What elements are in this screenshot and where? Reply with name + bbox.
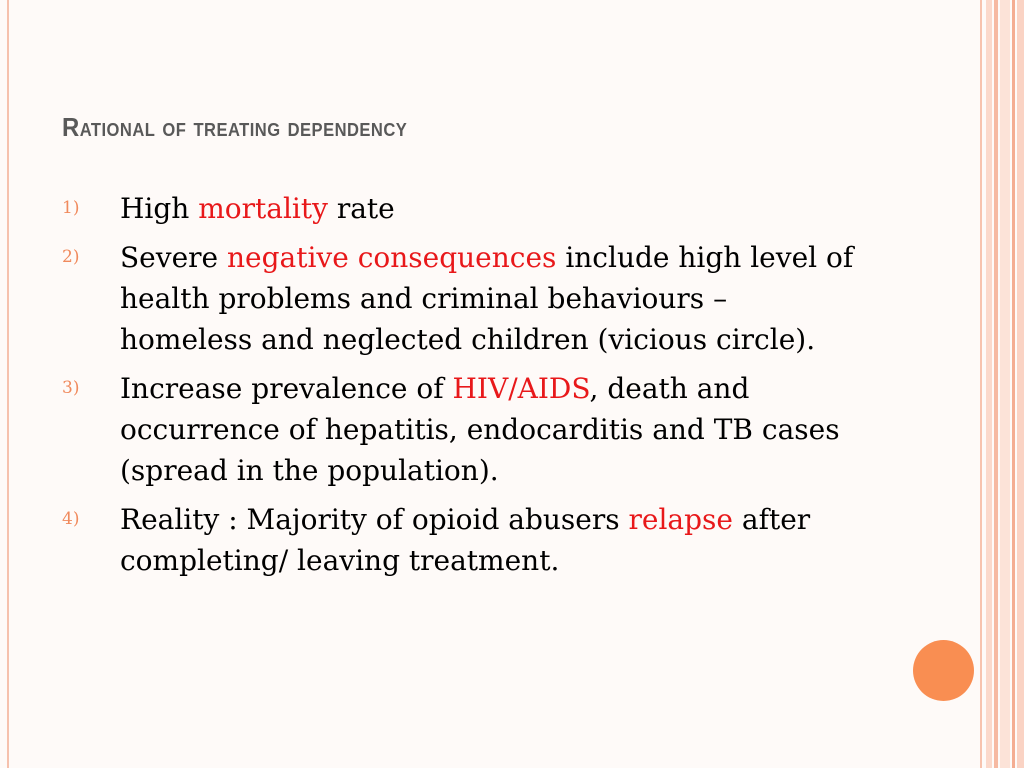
list-number: 2) — [62, 247, 80, 267]
list-item — [62, 188, 862, 229]
highlighted-term: mortality — [198, 192, 328, 225]
item-text: , death and occurrence of hepatitis, endocarditis and TB cases (spread in the population). — [120, 372, 840, 487]
list-item — [62, 499, 862, 581]
stripe — [986, 0, 992, 768]
list-item — [62, 368, 862, 491]
decorative-circle — [913, 640, 974, 701]
numbered-list — [62, 188, 862, 589]
stripe — [1000, 0, 1010, 768]
highlighted-term: negative consequences — [227, 241, 557, 274]
left-accent-line — [7, 0, 9, 768]
stripe — [994, 0, 998, 768]
highlighted-term: relapse — [628, 503, 733, 536]
item-text: after completing/ leaving treatment. — [120, 503, 811, 577]
highlighted-term: HIV/AIDS — [452, 372, 590, 405]
list-number: 1) — [62, 198, 80, 218]
stripe — [1012, 0, 1015, 768]
stripe — [1017, 0, 1024, 768]
stripe — [980, 0, 982, 768]
list-number: 3) — [62, 378, 80, 398]
list-number: 4) — [62, 509, 80, 529]
item-text: High — [120, 192, 199, 225]
list-item — [62, 237, 862, 360]
slide-title: Rational of treating dependency — [62, 112, 408, 142]
item-text: Severe — [120, 241, 227, 274]
item-text: Reality : Majority of opioid abusers — [120, 503, 629, 536]
item-text: include high level of health problems and criminal behaviours – homeless and neglected children (vicious circle). — [120, 241, 854, 356]
right-decorative-stripes — [980, 0, 1024, 768]
item-text: Increase prevalence of — [120, 372, 453, 405]
item-text: rate — [327, 192, 395, 225]
